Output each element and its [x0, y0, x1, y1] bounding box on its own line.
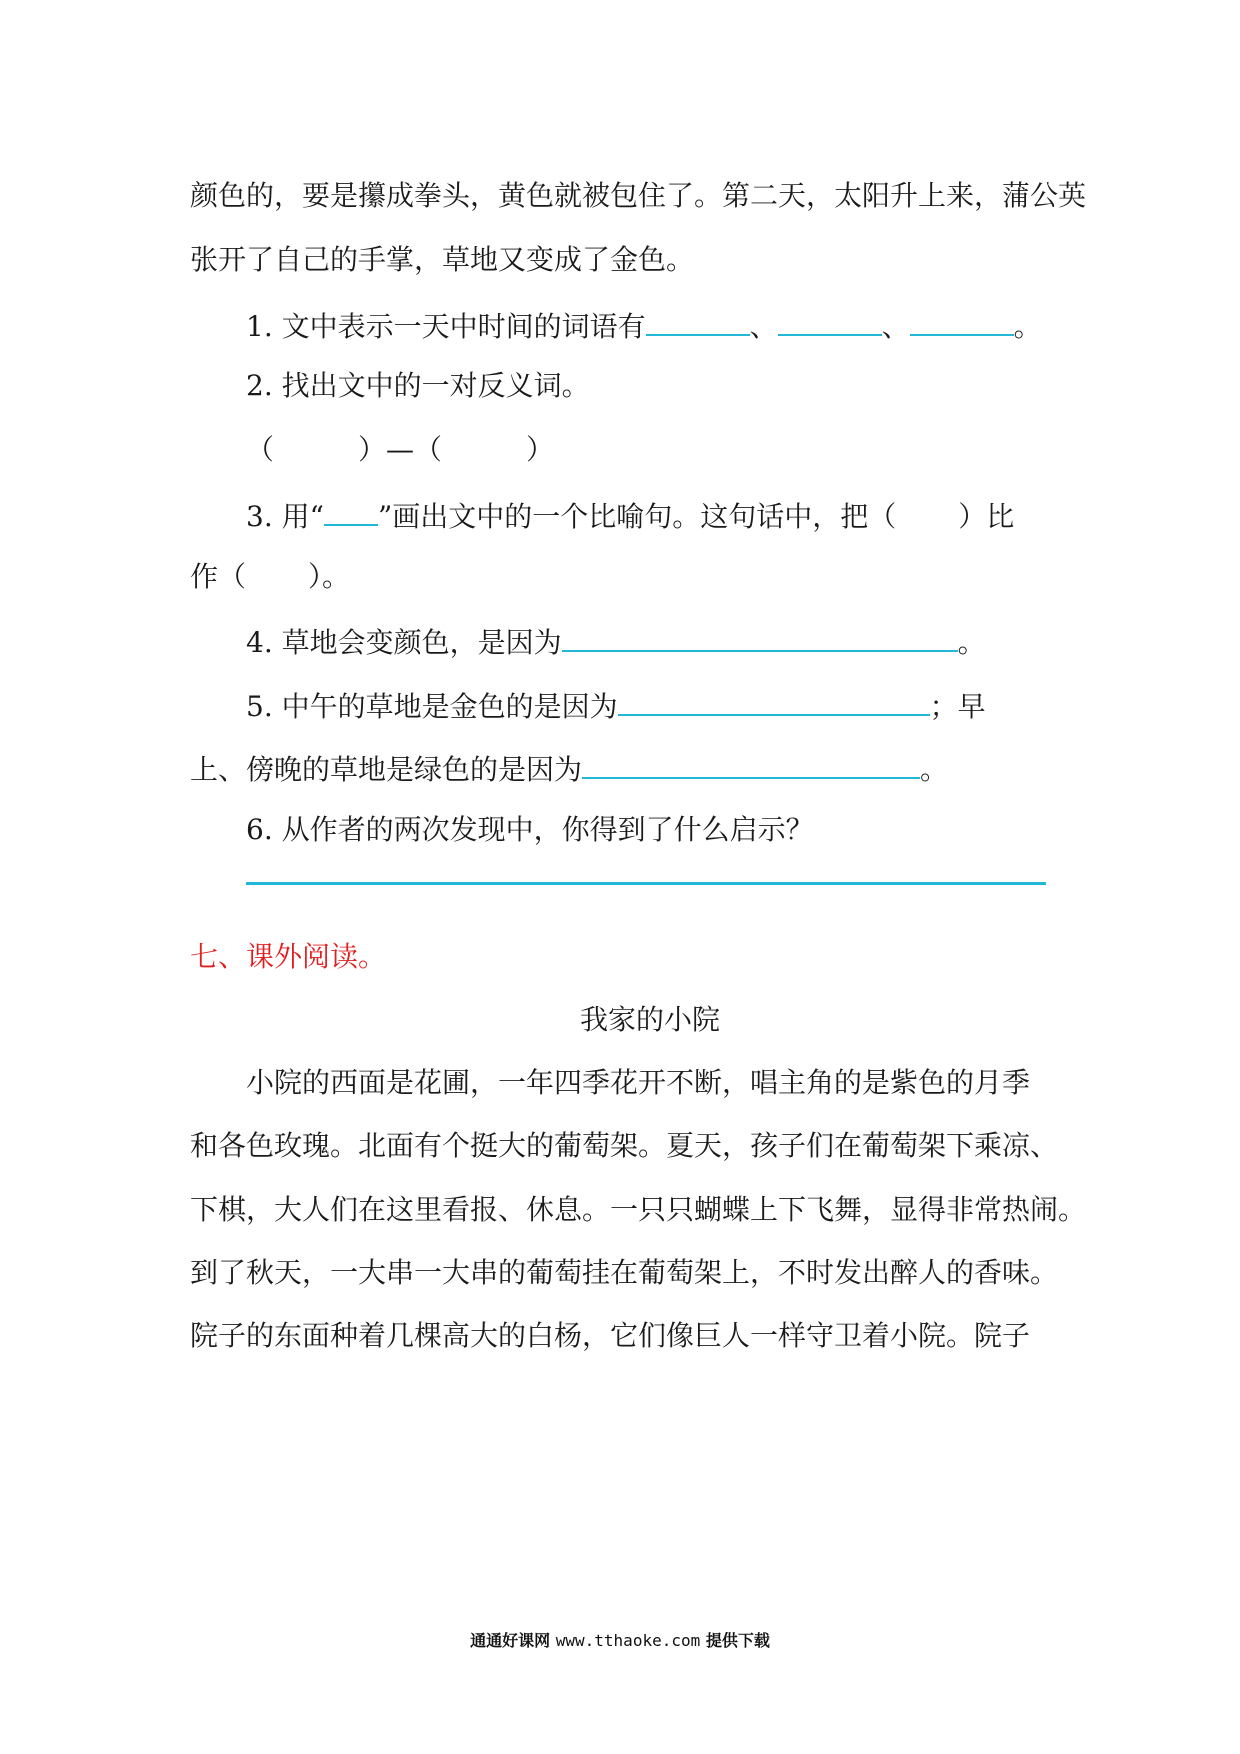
footer-url[interactable]: www.tthaoke.com — [555, 1631, 701, 1650]
section-7-heading: 七、课外阅读。 — [190, 940, 387, 973]
question-5 — [246, 684, 986, 727]
paren-close: ） — [526, 433, 555, 466]
reading-line-3: 下棋，大人们在这里看报、休息。一只只蝴蝶上下飞舞，显得非常热闹。 — [190, 1193, 1087, 1226]
separator: 、 — [749, 310, 778, 343]
paren-open: （ — [246, 433, 275, 466]
question-1-text: 1. 文中表示一天中时间的词语有 — [246, 310, 646, 343]
footer-suffix: 提供下载 — [705, 1631, 770, 1650]
answer-blank-5b[interactable] — [582, 747, 920, 779]
answer-line-6[interactable] — [246, 882, 1046, 885]
reading-line-1: 小院的西面是花圃，一年四季花开不断，唱主角的是紫色的月季 — [246, 1066, 1031, 1099]
reading-line-5: 院子的东面种着几棵高大的白杨，它们像巨人一样守卫着小院。院子 — [190, 1319, 1031, 1352]
passage-line-2: 张开了自己的手掌，草地又变成了金色。 — [190, 243, 695, 276]
question-3 — [246, 494, 1014, 537]
separator: 、 — [881, 310, 910, 343]
answer-blank-4[interactable] — [562, 620, 958, 652]
question-5-text-2: 上、傍晚的草地是绿色的是因为 — [190, 753, 583, 786]
reading-line-4: 到了秋天，一大串一大串的葡萄挂在葡萄架上，不时发出醉人的香味。 — [190, 1256, 1059, 1289]
question-3-text-b: ”画出文中的一个比喻句。这句话中，把（ — [377, 500, 897, 533]
antonym-pair — [246, 430, 554, 470]
underline-sample — [324, 494, 378, 526]
question-4-text: 4. 草地会变颜色，是因为 — [246, 626, 562, 659]
period: 。 — [957, 626, 986, 659]
answer-blank-1c[interactable] — [910, 304, 1014, 336]
dash-paren: ）—（ — [358, 433, 443, 466]
page-footer — [0, 1628, 1240, 1651]
question-6: 6. 从作者的两次发现中，你得到了什么启示？ — [246, 813, 814, 846]
question-4 — [246, 620, 986, 663]
answer-blank-1a[interactable] — [646, 304, 750, 336]
period: 。 — [1013, 310, 1042, 343]
footer-site: 通通好课网 — [470, 1631, 551, 1650]
answer-blank-1b[interactable] — [778, 304, 882, 336]
question-5-continued — [190, 747, 948, 790]
question-3-continued — [190, 557, 350, 597]
reading-title: 我家的小院 — [579, 1003, 720, 1036]
question-5-mid: ；早 — [929, 690, 986, 723]
question-2: 2. 找出文中的一对反义词。 — [246, 369, 590, 402]
question-3-text-a: 3. 用“ — [246, 500, 324, 533]
period: 。 — [920, 753, 949, 786]
question-3-text-d: 作（ — [190, 560, 247, 593]
passage-line-1: 颜色的，要是攥成拳头，黄色就被包住了。第二天，太阳升上来，蒲公英 — [190, 179, 1087, 212]
question-3-text-e: ）。 — [308, 560, 351, 593]
answer-blank-5a[interactable] — [618, 684, 930, 716]
question-3-text-c: ）比 — [958, 500, 1015, 533]
reading-line-2: 和各色玫瑰。北面有个挺大的葡萄架。夏天，孩子们在葡萄架下乘凉、 — [190, 1129, 1059, 1162]
question-1 — [246, 304, 1042, 347]
question-5-text: 5. 中午的草地是金色的是因为 — [246, 690, 618, 723]
